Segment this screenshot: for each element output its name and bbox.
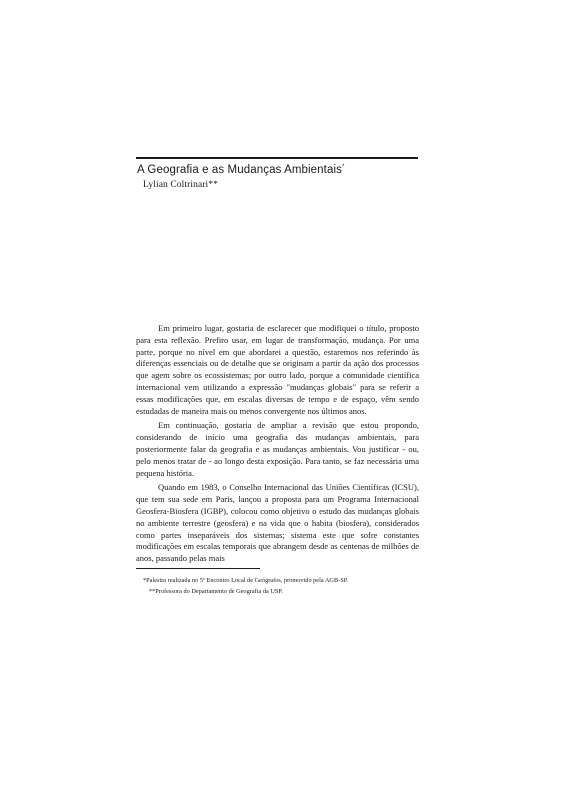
title-text: A Geografia e as Mudanças Ambientais bbox=[137, 164, 342, 176]
paragraph-3: Quando em 1983, o Conselho Internacional das Uniões Científicas (ICSU), que tem sua sede em Paris, lançou a proposta para um Programa Internacional Geosfera-Biosfera (IGBP), colocou como objetivo o estudo das mudanças globais no ambiente terrestre (geosfera) e na vida que o habita (biosfera), considerados como partes inseparáveis dos sistemas; sistema este que sofre constantes modificações em escalas temporais que abrangem desde as centenas de milhões de anos, passando pelas mais bbox=[136, 482, 419, 564]
article-title bbox=[137, 164, 419, 176]
header-rule bbox=[136, 157, 418, 159]
paragraph-1: Em primeiro lugar, gostaria de esclarecer que modifiquei o título, proposto para esta reflexão. Prefiro usar, em lugar de transformação, mudança. Por uma parte, porque no nível em que abordarei a questão, estaremos nos referindo às diferenças essenciais ou de detalhe que se originam a partir da ação dos processos que agem sobre os ecossistemas; por outro lado, porque a comunidade científica internacional vem utilizando a expressão "mudanças globais" para se referir a essas modificações que, em escalas diversas de tempo e de espaço, vêm sendo estudadas de maneira mais ou menos convergente nos últimos anos. bbox=[136, 323, 419, 416]
body-text bbox=[136, 323, 419, 568]
footnote-2: **Professora do Departamento de Geografia da USP. bbox=[149, 588, 283, 595]
paragraph-2: Em continuação, gostaria de ampliar a revisão que estou propondo, considerando de início uma geografia das mudanças ambientais, para posteriormente falar da geografia e as mudanças ambientais. Vou justificar - ou, pelo menos tratar de - ao longo desta exposição. Para tanto, se faz necessária uma pequena história. bbox=[136, 420, 419, 478]
footnote-rule bbox=[136, 568, 260, 569]
title-footnote-marker: * bbox=[341, 164, 345, 170]
author-name: Lylian Coltrinari** bbox=[143, 180, 218, 190]
footnote-1: *Palestra realizada no 5º Encontro Local de Geógrafos, promovido pela AGB-SP. bbox=[143, 577, 349, 584]
